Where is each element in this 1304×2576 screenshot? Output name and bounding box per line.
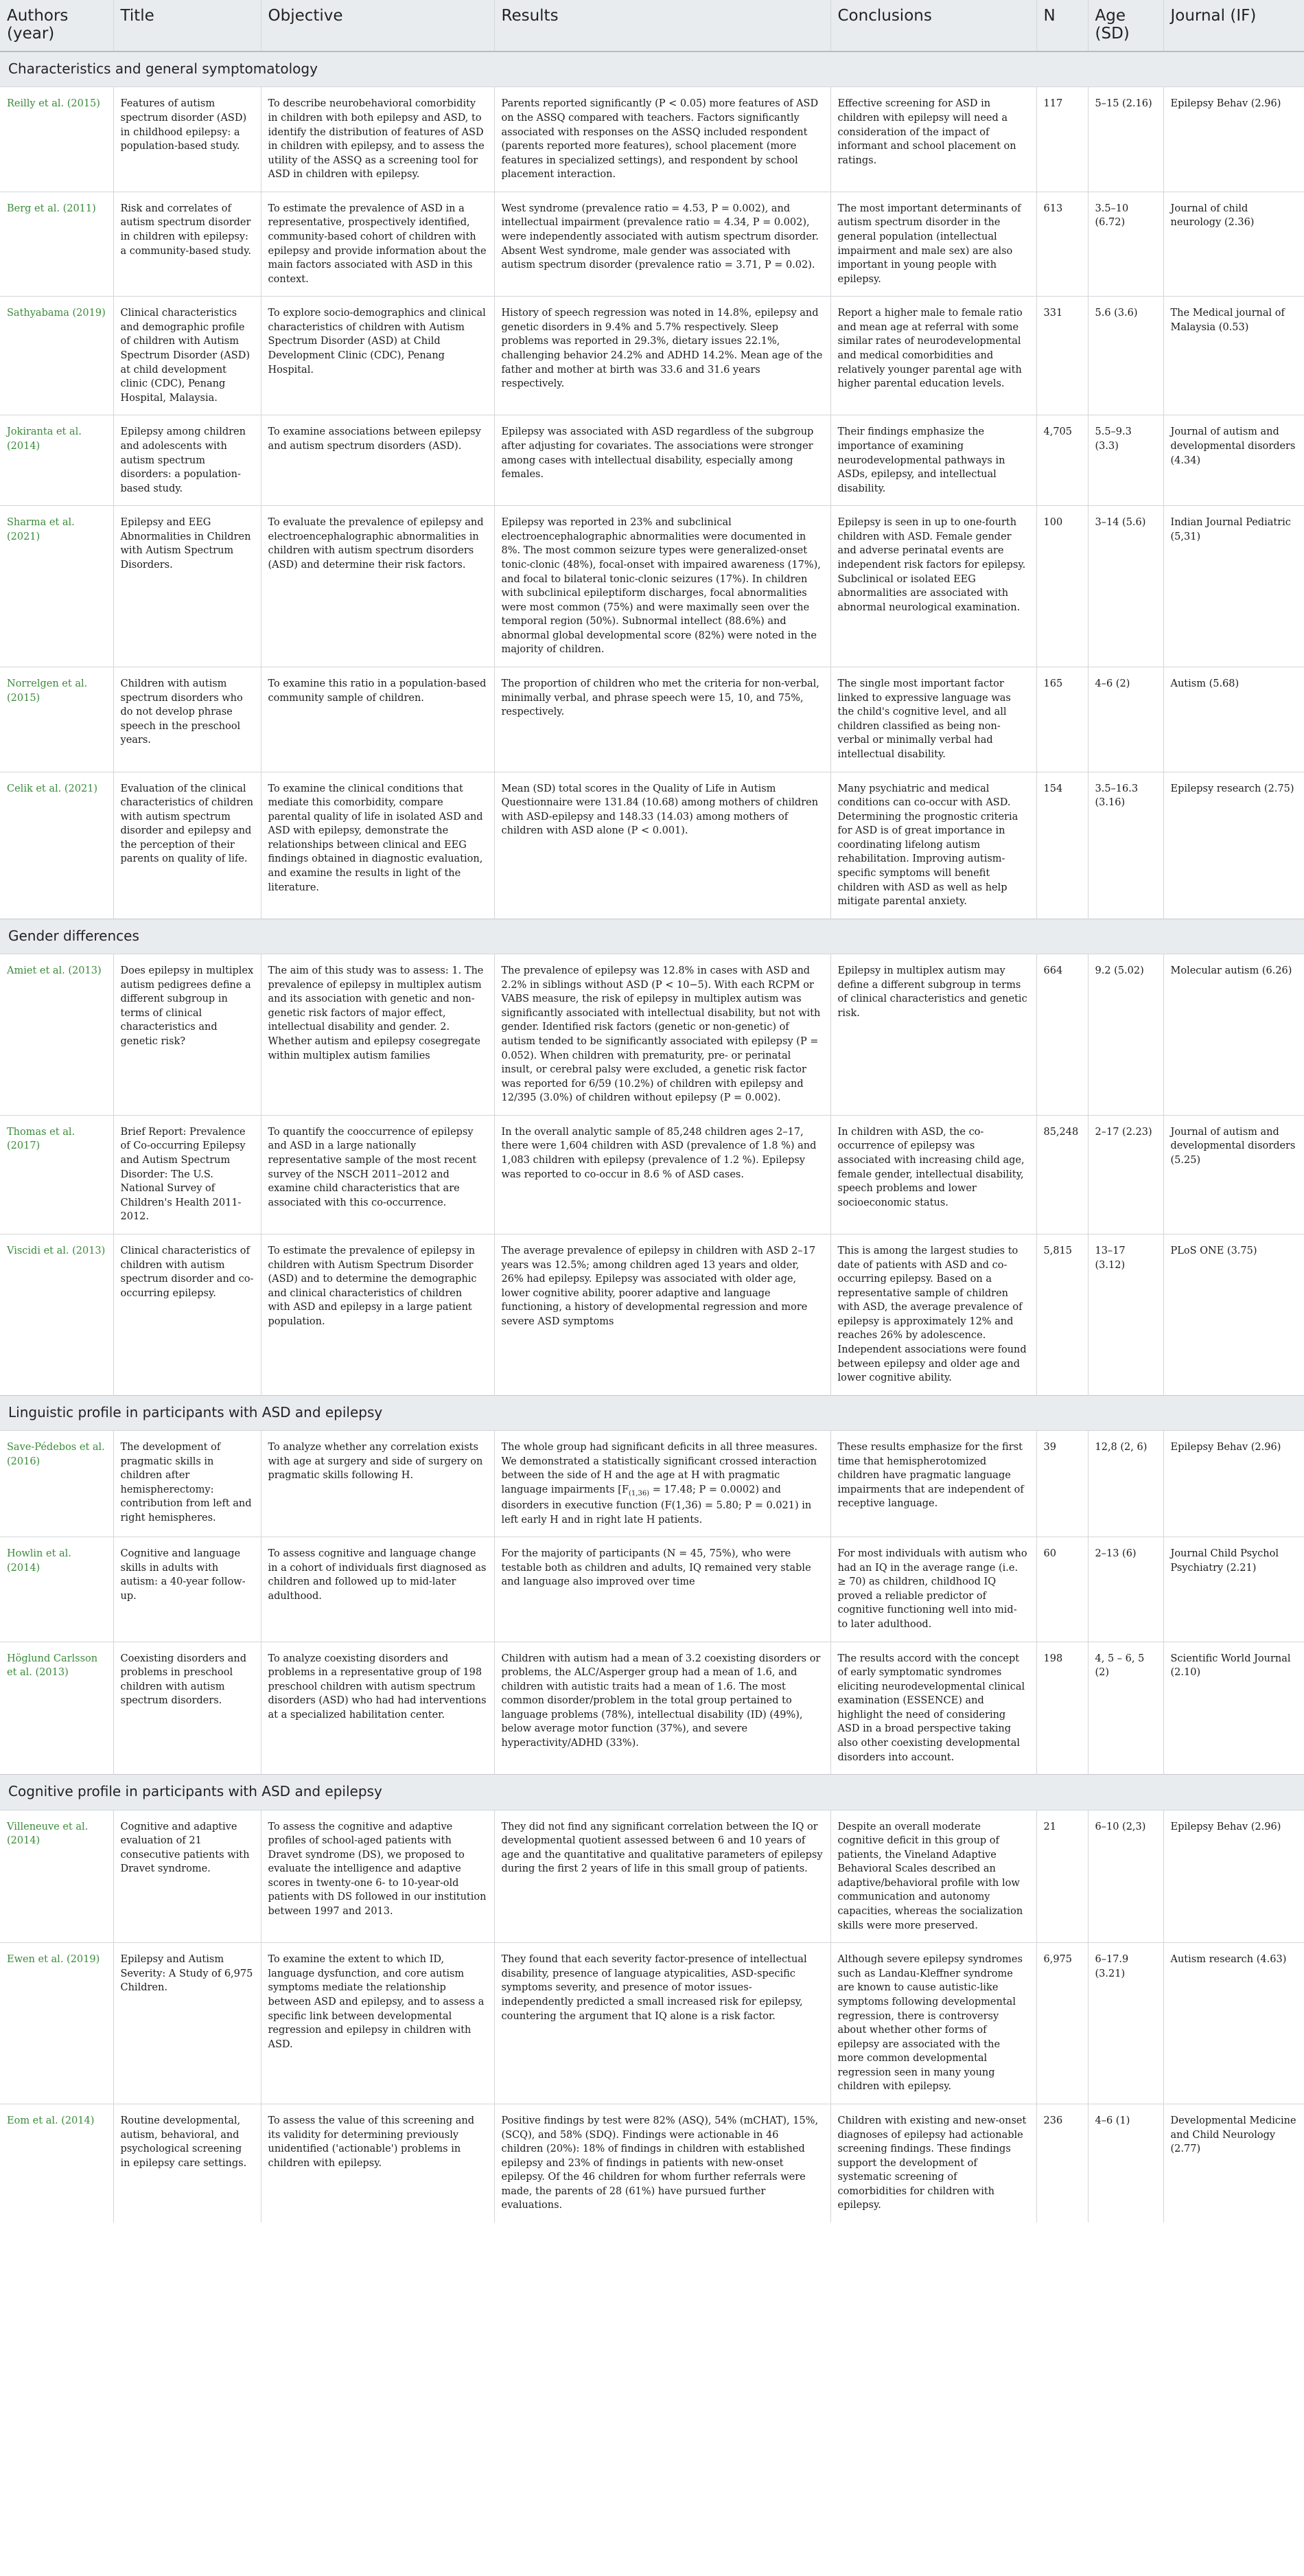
author-link[interactable]: Villeneuve et al. (2014) [0,1810,113,1943]
cell-conclusions: Effective screening for ASD in children with epilepsy will need a consideration of the impact of informant and school placement on ratings. [830,87,1036,192]
section-header [0,919,1304,954]
author-link[interactable]: Celik et al. (2021) [0,772,113,919]
section-title: Cognitive profile in participants with ASD and epilepsy [0,1775,1304,1810]
col-authors: Authors (year) [0,0,113,51]
cell-title: Clinical characteristics of children with autism spectrum disorder and co-occurring epilepsy. [113,1234,261,1395]
cell-age: 5.6 (3.6) [1088,297,1163,415]
cell-title: Features of autism spectrum disorder (ASD) in childhood epilepsy: a population-based study. [113,87,261,192]
author-link[interactable]: Norrelgen et al. (2015) [0,667,113,772]
cell-results: For the majority of participants (N = 45, 75%), who were testable both as children and adults, IQ remained very stable and language also improved over time [494,1537,830,1642]
cell-results: West syndrome (prevalence ratio = 4.53, P = 0.002), and intellectual impairment (prevalence ratio = 4.34, P = 0.002), were independently associated with autism spectrum disorder. Absent West syndrome, male gender was associated with autism spectrum disorder (prevalence ratio = 3.71, P = 0.02). [494,192,830,296]
cell-title: Cognitive and adaptive evaluation of 21 consecutive patients with Dravet syndrome. [113,1810,261,1943]
cell-results [494,1431,830,1537]
col-age: Age (SD) [1088,0,1163,51]
cell-age: 4, 5 – 6, 5 (2) [1088,1642,1163,1775]
cell-conclusions: In children with ASD, the co-occurrence of epilepsy was associated with increasing child age, female gender, intellectual disability, speech problems and lower socioeconomic status. [830,1115,1036,1234]
table-row [0,1810,1304,1943]
col-objective: Objective [261,0,494,51]
table-row [0,87,1304,192]
cell-journal: Scientific World Journal (2.10) [1163,1642,1304,1775]
cell-journal: Indian Journal Pediatric (5,31) [1163,506,1304,667]
author-link[interactable]: Sharma et al. (2021) [0,506,113,667]
cell-objective: To estimate the prevalence of epilepsy in children with Autism Spectrum Disorder (ASD) and to determine the demographic and clinical characteristics of children with ASD and epilepsy in a large patient population. [261,1234,494,1395]
cell-conclusions: Despite an overall moderate cognitive deficit in this group of patients, the Vineland Adaptive Behavioral Scales described an adaptive/behavioral profile with low communication and autonomy capacities, whereas the socialization skills were more preserved. [830,1810,1036,1943]
cell-conclusions: This is among the largest studies to date of patients with ASD and co-occurring epilepsy. Based on a representative sample of children with ASD, the average prevalence of epilepsy is approximately 12% and reaches 26% by adolescence. Independent associations were found between epilepsy and older age and lower cognitive ability. [830,1234,1036,1395]
cell-results: They found that each severity factor-presence of intellectual disability, presence of language atypicalities, ASD-specific symptoms severity, and presence of motor issues-independently predicted a small increased risk for epilepsy, countering the argument that IQ alone is a risk factor. [494,1943,830,2104]
table-row [0,1642,1304,1775]
cell-n: 165 [1036,667,1088,772]
cell-journal: Autism (5.68) [1163,667,1304,772]
cell-journal: Autism research (4.63) [1163,1943,1304,2104]
table-row [0,1431,1304,1537]
cell-title: Routine developmental, autism, behavioral, and psychological screening in epilepsy care settings. [113,2104,261,2222]
cell-journal: Epilepsy Behav (2.96) [1163,1431,1304,1537]
col-title: Title [113,0,261,51]
cell-n: 60 [1036,1537,1088,1642]
cell-results: The proportion of children who met the criteria for non-verbal, minimally verbal, and phrase speech were 15, 10, and 75%, respectively. [494,667,830,772]
cell-conclusions: Although severe epilepsy syndromes such as Landau-Kleffner syndrome are known to cause autistic-like symptoms following developmental regression, there is controversy about whether other forms of epilepsy are associated with the more common developmental regression seen in many young children with epilepsy. [830,1943,1036,2104]
cell-conclusions: Report a higher male to female ratio and mean age at referral with some similar rates of neurodevelopmental and medical comorbidities and relatively younger parental age with higher parental education levels. [830,297,1036,415]
cell-journal: Journal of autism and developmental disorders (4.34) [1163,415,1304,506]
results-text-cont: = 17.48; P = 0.0002) and disorders in executive function (F(1,36) = 5.80; P = 0.021) in left early H and in right late H patients. [501,1484,812,1526]
cell-title: Does epilepsy in multiplex autism pedigrees define a different subgroup in terms of clinical characteristics and genetic risk? [113,954,261,1116]
cell-title: Epilepsy and EEG Abnormalities in Children with Autism Spectrum Disorders. [113,506,261,667]
col-results: Results [494,0,830,51]
cell-conclusions: For most individuals with autism who had an IQ in the average range (i.e. ≥ 70) as children, childhood IQ proved a reliable predictor of cognitive functioning well into mid- to later adulthood. [830,1537,1036,1642]
author-link[interactable]: Amiet et al. (2013) [0,954,113,1116]
cell-age: 5–15 (2.16) [1088,87,1163,192]
cell-results: The prevalence of epilepsy was 12.8% in cases with ASD and 2.2% in siblings without ASD (P < 10−5). With each RCPM or VABS measure, the risk of epilepsy in multiplex autism was significantly associated with intellectual disability, but not with gender. Identified risk factors (genetic or non-genetic) of autism tended to be significantly associated with epilepsy (P = 0.052). When children with prematurity, pre- or perinatal insult, or cerebral palsy were excluded, a genetic risk factor was reported for 6/59 (10.2%) of children with epilepsy and 12/395 (3.0%) of children without epilepsy (P = 0.002). [494,954,830,1116]
cell-objective: To analyze whether any correlation exists with age at surgery and side of surgery on pragmatic skills following H. [261,1431,494,1537]
cell-journal: Epilepsy research (2.75) [1163,772,1304,919]
cell-objective: To examine this ratio in a population-based community sample of children. [261,667,494,772]
cell-age: 3–14 (5.6) [1088,506,1163,667]
cell-title: Clinical characteristics and demographic profile of children with Autism Spectrum Disorder (ASD) at child development clinic (CDC), Penang Hospital, Malaysia. [113,297,261,415]
cell-objective: To quantify the cooccurrence of epilepsy and ASD in a large nationally representative sample of the most recent survey of the NSCH 2011–2012 and examine child characteristics that are associated with this co-occurrence. [261,1115,494,1234]
cell-results: Mean (SD) total scores in the Quality of Life in Autism Questionnaire were 131.84 (10.68) among mothers of children with ASD-epilepsy and 148.33 (14.03) among mothers of children with ASD alone (P < 0.001). [494,772,830,919]
cell-journal: Journal of autism and developmental disorders (5.25) [1163,1115,1304,1234]
cell-n: 100 [1036,506,1088,667]
cell-results: The average prevalence of epilepsy in children with ASD 2–17 years was 12.5%; among children aged 13 years and older, 26% had epilepsy. Epilepsy was associated with older age, lower cognitive ability, poorer adaptive and language functioning, a history of developmental regression and more severe ASD symptoms [494,1234,830,1395]
table-row [0,1943,1304,2104]
cell-results: In the overall analytic sample of 85,248 children ages 2–17, there were 1,604 children with ASD (prevalence of 1.8 %) and 1,083 children with epilepsy (prevalence of 1.2 %). Epilepsy was reported to co-occur in 8.6 % of ASD cases. [494,1115,830,1234]
cell-n: 154 [1036,772,1088,919]
cell-results: History of speech regression was noted in 14.8%, epilepsy and genetic disorders in 9.4% and 5.7% respectively. Sleep problems was reported in 29.3%, dietary issues 22.1%, challenging behavior 24.2% and ADHD 14.2%. Mean age of the father and mother at birth was 33.6 and 31.6 years respectively. [494,297,830,415]
author-link[interactable]: Howlin et al. (2014) [0,1537,113,1642]
cell-objective: To assess cognitive and language change in a cohort of individuals first diagnosed as children and followed up to mid-later adulthood. [261,1537,494,1642]
author-link[interactable]: Ewen et al. (2019) [0,1943,113,2104]
cell-conclusions: The single most important factor linked to expressive language was the child's cognitive level, and all children classified as being non-verbal or minimally verbal had intellectual disability. [830,667,1036,772]
cell-objective: To evaluate the prevalence of epilepsy and electroencephalographic abnormalities in children with autism spectrum disorders (ASD) and determine their risk factors. [261,506,494,667]
cell-journal: Epilepsy Behav (2.96) [1163,87,1304,192]
cell-title: Epilepsy among children and adolescents with autism spectrum disorders: a population-based study. [113,415,261,506]
cell-objective: The aim of this study was to assess: 1. The prevalence of epilepsy in multiplex autism and its association with genetic and non-genetic risk factors of major effect, intellectual disability and gender. 2. Whether autism and epilepsy cosegregate within multiplex autism families [261,954,494,1116]
author-link[interactable]: Thomas et al. (2017) [0,1115,113,1234]
table-row [0,772,1304,919]
col-conclusions: Conclusions [830,0,1036,51]
cell-results: Parents reported significantly (P < 0.05) more features of ASD on the ASSQ compared with teachers. Factors significantly associated with responses on the ASSQ included respondent (parents reported more features), school placement (more features in specialized settings), and respondent by school placement interaction. [494,87,830,192]
table-row [0,297,1304,415]
author-link[interactable]: Höglund Carlsson et al. (2013) [0,1642,113,1775]
col-journal: Journal (IF) [1163,0,1304,51]
cell-title: Risk and correlates of autism spectrum disorder in children with epilepsy: a community-based study. [113,192,261,296]
author-link[interactable]: Viscidi et al. (2013) [0,1234,113,1395]
cell-journal: Developmental Medicine and Child Neurology (2.77) [1163,2104,1304,2222]
cell-conclusions: Children with existing and new-onset diagnoses of epilepsy had actionable screening findings. These findings support the development of systematic screening of comorbidities for children with epilepsy. [830,2104,1036,2222]
author-link[interactable]: Berg et al. (2011) [0,192,113,296]
cell-n: 117 [1036,87,1088,192]
section-header [0,51,1304,87]
cell-results: Positive findings by test were 82% (ASQ), 54% (mCHAT), 15%, (SCQ), and 58% (SDQ). Findings were actionable in 46 children (20%): 18% of findings in children with established epilepsy and 23% of findings in patients with new-onset epilepsy. Of the 46 children for whom further referrals were made, the parents of 28 (61%) have pursued further evaluations. [494,2104,830,2222]
cell-age: 6–10 (2,3) [1088,1810,1163,1943]
cell-age: 3.5–16.3 (3.16) [1088,772,1163,919]
table-row [0,2104,1304,2222]
section-header [0,1395,1304,1430]
cell-age: 5.5–9.3 (3.3) [1088,415,1163,506]
cell-age: 13–17 (3.12) [1088,1234,1163,1395]
cell-conclusions: The results accord with the concept of early symptomatic syndromes eliciting neurodevelopmental clinical examination (ESSENCE) and highlight the need of considering ASD in a broad perspective taking also other coexisting developmental disorders into account. [830,1642,1036,1775]
cell-n: 664 [1036,954,1088,1116]
cell-conclusions: Epilepsy in multiplex autism may define a different subgroup in terms of clinical characteristics and genetic risk. [830,954,1036,1116]
cell-n: 331 [1036,297,1088,415]
cell-objective: To explore socio-demographics and clinical characteristics of children with Autism Spectrum Disorder (ASD) at Child Development Clinic (CDC), Penang Hospital. [261,297,494,415]
table-row [0,954,1304,1116]
cell-age: 3.5–10 (6.72) [1088,192,1163,296]
cell-objective: To estimate the prevalence of ASD in a representative, prospectively identified, community-based cohort of children with epilepsy and provide information about the main factors associated with ASD in this context. [261,192,494,296]
cell-objective: To examine the extent to which ID, language dysfunction, and core autism symptoms mediate the relationship between ASD and epilepsy, and to assess a specific link between developmental regression and epilepsy in children with ASD. [261,1943,494,2104]
table-row [0,667,1304,772]
section-header [0,1775,1304,1810]
cell-n: 4,705 [1036,415,1088,506]
cell-results: Epilepsy was associated with ASD regardless of the subgroup after adjusting for covariates. The associations were stronger among cases with intellectual disability, especially among females. [494,415,830,506]
cell-n: 85,248 [1036,1115,1088,1234]
col-n: N [1036,0,1088,51]
cell-age: 9.2 (5.02) [1088,954,1163,1116]
cell-n: 5,815 [1036,1234,1088,1395]
cell-title: The development of pragmatic skills in children after hemispherectomy: contribution from left and right hemispheres. [113,1431,261,1537]
results-subscript: (1,36) [629,1489,650,1497]
cell-conclusions: Many psychiatric and medical conditions can co-occur with ASD. Determining the prognostic criteria for ASD is of great importance in coordinating lifelong autism rehabilitation. Improving autism-specific symptoms will benefit children with ASD as well as help mitigate parental anxiety. [830,772,1036,919]
section-title: Linguistic profile in participants with ASD and epilepsy [0,1395,1304,1430]
cell-objective: To describe neurobehavioral comorbidity in children with both epilepsy and ASD, to identify the distribution of features of ASD in children with epilepsy, and to assess the utility of the ASSQ as a screening tool for ASD in children with epilepsy. [261,87,494,192]
table-row [0,415,1304,506]
cell-age: 6–17.9 (3.21) [1088,1943,1163,2104]
author-link[interactable]: Save-Pédebos et al. (2016) [0,1431,113,1537]
author-link[interactable]: Reilly et al. (2015) [0,87,113,192]
cell-journal: Epilepsy Behav (2.96) [1163,1810,1304,1943]
cell-objective: To assess the cognitive and adaptive profiles of school-aged patients with Dravet syndrome (DS), we proposed to evaluate the intelligence and adaptive scores in twenty-one 6- to 10-year-old patients with DS followed in our institution between 1997 and 2013. [261,1810,494,1943]
table-row [0,1115,1304,1234]
cell-n: 198 [1036,1642,1088,1775]
table-row [0,506,1304,667]
cell-journal: PLoS ONE (3.75) [1163,1234,1304,1395]
author-link[interactable]: Jokiranta et al. (2014) [0,415,113,506]
table-row [0,1537,1304,1642]
cell-conclusions: The most important determinants of autism spectrum disorder in the general population (intellectual impairment and male sex) are also important in young people with epilepsy. [830,192,1036,296]
section-title: Gender differences [0,919,1304,954]
cell-journal: Journal of child neurology (2.36) [1163,192,1304,296]
header-row [0,0,1304,51]
cell-objective: To examine associations between epilepsy and autism spectrum disorders (ASD). [261,415,494,506]
cell-journal: Molecular autism (6.26) [1163,954,1304,1116]
cell-age: 4–6 (2) [1088,667,1163,772]
table-row [0,1234,1304,1395]
cell-age: 12,8 (2, 6) [1088,1431,1163,1537]
cell-n: 39 [1036,1431,1088,1537]
cell-n: 6,975 [1036,1943,1088,2104]
cell-results: They did not find any significant correlation between the IQ or developmental quotient assessed between 6 and 10 years of age and the quantitative and qualitative parameters of epilepsy during the first 2 years of life in this small group of patients. [494,1810,830,1943]
cell-age: 4–6 (1) [1088,2104,1163,2222]
table-row [0,192,1304,296]
cell-results: Children with autism had a mean of 3.2 coexisting disorders or problems, the ALC/Asperger group had a mean of 1.6, and children with autistic traits had a mean of 1.6. The most common disorder/problem in the total group pertained to language problems (78%), intellectual disability (ID) (49%), below average motor function (37%), and severe hyperactivity/ADHD (33%). [494,1642,830,1775]
cell-conclusions: Epilepsy is seen in up to one-fourth children with ASD. Female gender and adverse perinatal events are independent risk factors for epilepsy. Subclinical or isolated EEG abnormalities are associated with abnormal neurological examination. [830,506,1036,667]
cell-title: Brief Report: Prevalence of Co-occurring Epilepsy and Autism Spectrum Disorder: The U.S. National Survey of Children's Health 2011-2012. [113,1115,261,1234]
cell-n: 236 [1036,2104,1088,2222]
cell-objective: To examine the clinical conditions that mediate this comorbidity, compare parental quality of life in isolated ASD and ASD with epilepsy, demonstrate the relationships between clinical and EEG findings obtained in diagnostic evaluation, and examine the results in light of the literature. [261,772,494,919]
cell-age: 2–13 (6) [1088,1537,1163,1642]
cell-title: Epilepsy and Autism Severity: A Study of 6,975 Children. [113,1943,261,2104]
cell-conclusions: These results emphasize for the first time that hemispherotomized children have pragmatic language impairments that are independent of receptive language. [830,1431,1036,1537]
author-link[interactable]: Sathyabama (2019) [0,297,113,415]
cell-journal: Journal Child Psychol Psychiatry (2.21) [1163,1537,1304,1642]
cell-age: 2–17 (2.23) [1088,1115,1163,1234]
cell-title: Coexisting disorders and problems in preschool children with autism spectrum disorders. [113,1642,261,1775]
author-link[interactable]: Eom et al. (2014) [0,2104,113,2222]
cell-title: Cognitive and language skills in adults with autism: a 40-year follow-up. [113,1537,261,1642]
cell-title: Children with autism spectrum disorders who do not develop phrase speech in the preschool years. [113,667,261,772]
results-text: The whole group had significant deficits in all three measures. We demonstrated a statistically significant crossed interaction between the side of H and the age at H with pragmatic language impairments [F [501,1442,818,1495]
cell-journal: The Medical journal of Malaysia (0.53) [1163,297,1304,415]
cell-objective: To assess the value of this screening and its validity for determining previously unidentified ('actionable') problems in children with epilepsy. [261,2104,494,2222]
cell-results: Epilepsy was reported in 23% and subclinical electroencephalographic abnormalities were documented in 8%. The most common seizure types were generalized-onset tonic-clonic (48%), focal-onset with impaired awareness (17%), and focal to bilateral tonic-clonic seizures (17%). In children with subclinical epileptiform discharges, focal abnormalities were most common (75%) and were maximally seen over the temporal region (50%). Subnormal intellect (88.6%) and abnormal global developmental score (82%) were noted in the majority of children. [494,506,830,667]
cell-title: Evaluation of the clinical characteristics of children with autism spectrum disorder and epilepsy and the perception of their parents on quality of life. [113,772,261,919]
cell-conclusions: Their findings emphasize the importance of examining neurodevelopmental pathways in ASDs, epilepsy, and intellectual disability. [830,415,1036,506]
cell-n: 21 [1036,1810,1088,1943]
cell-objective: To analyze coexisting disorders and problems in a representative group of 198 preschool children with autism spectrum disorders (ASD) who had had interventions at a specialized habilitation center. [261,1642,494,1775]
section-title: Characteristics and general symptomatology [0,51,1304,87]
cell-n: 613 [1036,192,1088,296]
